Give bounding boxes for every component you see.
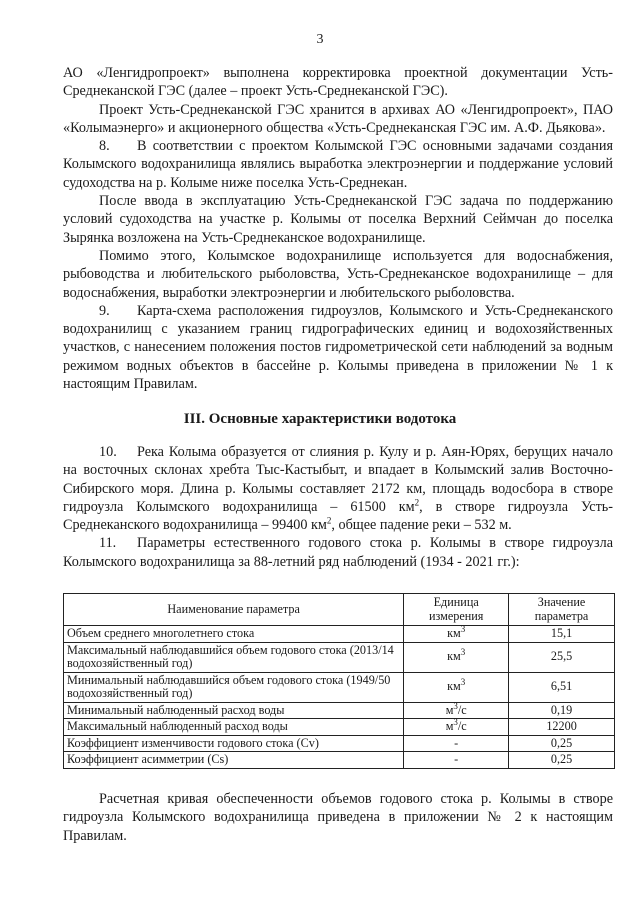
paragraph-number-10: 10. (99, 444, 117, 460)
paragraph-8-text: В соответствии с проектом Колымской ГЭС основными задачами создания Колымского водохранилища являлись выработка электроэнергии и поддержание условий судоходства на р. Колыме ниже поселка Усть-Среднекан. (63, 138, 613, 191)
paragraph-10 (63, 443, 613, 534)
header-unit: Единица измерения (404, 594, 509, 626)
paragraph-9-text: Карта-схема расположения гидроузлов, Колымского и Усть-Среднеканского водохранилищ с указанием границ гидрографических единиц и водохозяйственных участков, с нанесением положения постов гидрометрической сети наблюдений за водным режимом водных объектов в бассейне р. Колымы приведена в приложении № 1 к настоящим Правилам. (63, 302, 613, 393)
paragraph-navigation: После ввода в эксплуатацию Усть-Среднеканской ГЭС задача по поддержанию условий судоходства на участке р. Колымы от поселка Верхний Сеймчан до поселка Зырянка возложена на Усть-Среднеканское водохранилище. (63, 193, 613, 246)
paragraph-8 (63, 137, 613, 192)
row-value: 0,19 (509, 702, 615, 719)
row-value: 0,25 (509, 752, 615, 769)
row-name: Коэффициент изменчивости годового стока (Cv) (64, 735, 404, 752)
table-row (64, 626, 615, 643)
table-row (64, 702, 615, 719)
row-name: Объем среднего многолетнего стока (64, 626, 404, 643)
table-row (64, 735, 615, 752)
row-unit: - (404, 752, 509, 769)
row-unit: $км^3$ (404, 626, 509, 643)
table-row (64, 642, 615, 672)
row-value: 15,1 (509, 626, 615, 643)
paragraph-project-correction: АО «Ленгидропроект» выполнена корректировка проектной документации Усть-Среднеканской ГЭС (далее – проект Усть-Среднеканской ГЭС). (63, 65, 613, 100)
table-row (64, 752, 615, 769)
paragraph-11-text: Параметры естественного годового стока р. Колымы в створе гидроузла Колымского водохранилища за 88-летний ряд наблюдений (1934 - 2021 гг.): (63, 535, 613, 570)
body-text-top (63, 64, 613, 393)
table-row (64, 672, 615, 702)
runoff-parameters-table (63, 593, 615, 769)
row-unit: $км^3$ (404, 672, 509, 702)
superscript-2: 2 (414, 497, 420, 508)
paragraph-9 (63, 302, 613, 393)
paragraph-10-text-c: , общее падение реки – 532 м. (331, 517, 512, 534)
row-value: 12200 (509, 719, 615, 736)
superscript-2: 2 (326, 515, 332, 526)
row-unit: $м^3/с$ (404, 719, 509, 736)
row-value: 0,25 (509, 735, 615, 752)
paragraph-project-archive: Проект Усть-Среднеканской ГЭС хранится в архивах АО «Ленгидропроект», ПАО «Колымаэнерго» и акционерного общества «Усть-Среднеканская ГЭС им. А.Ф. Дьякова». (63, 101, 613, 136)
row-name: Максимальный наблюденный расход воды (64, 719, 404, 736)
table-header-row (64, 594, 615, 626)
row-name: Минимальный наблюдавшийся объем годового стока (1949/50 водохозяйственный год) (64, 672, 404, 702)
paragraph-11 (63, 534, 613, 571)
row-unit: $км^3$ (404, 642, 509, 672)
row-unit: - (404, 735, 509, 752)
table-row (64, 719, 615, 736)
row-name: Коэффициент асимметрии (Cs) (64, 752, 404, 769)
page-number: 3 (316, 32, 324, 47)
paragraph-water-uses: Помимо этого, Колымское водохранилище используется для водоснабжения, рыбоводства и любительского рыболовства, Усть-Среднеканское водохранилище – для водоснабжения, выработки электроэнергии и любительского рыболовства. (63, 247, 613, 301)
row-value: 25,5 (509, 642, 615, 672)
header-name: Наименование параметра (64, 594, 404, 626)
paragraph-number-11: 11. (99, 535, 117, 552)
paragraph-number-8: 8. (99, 138, 110, 155)
paragraph-closing: Расчетная кривая обеспеченности объемов годового стока р. Колымы в створе гидроузла Колымского водохранилища приведена в приложении № 2 к настоящим Правилам. (63, 791, 613, 844)
section-heading: III. Основные характеристики водотока (183, 411, 457, 427)
paragraph-10-text-a: Река Колыма образуется от слияния р. Кулу и р. Аян-Юрях, берущих начало на восточных склонах хребта Тыс-Кастыбыт, и впадает в Колымский залив Восточно-Сибирского моря. Длина р. Колымы составляет 2172 км, площадь водосбора в створе гидроузла Колымского водохранилища – 61500 км (63, 444, 613, 515)
body-text-section (63, 443, 613, 571)
row-name: Минимальный наблюденный расход воды (64, 702, 404, 719)
row-unit: $м^3/с$ (404, 702, 509, 719)
header-value: Значение параметра (509, 594, 615, 626)
paragraph-10-text-b: , в створе гидроузла Усть-Среднеканского водохранилища – 99400 км (63, 498, 614, 534)
row-value: 6,51 (509, 672, 615, 702)
row-name: Максимальный наблюдавшийся объем годового стока (2013/14 водохозяйственный год) (64, 642, 404, 672)
body-text-closing (63, 790, 613, 845)
paragraph-number-9: 9. (99, 302, 110, 319)
